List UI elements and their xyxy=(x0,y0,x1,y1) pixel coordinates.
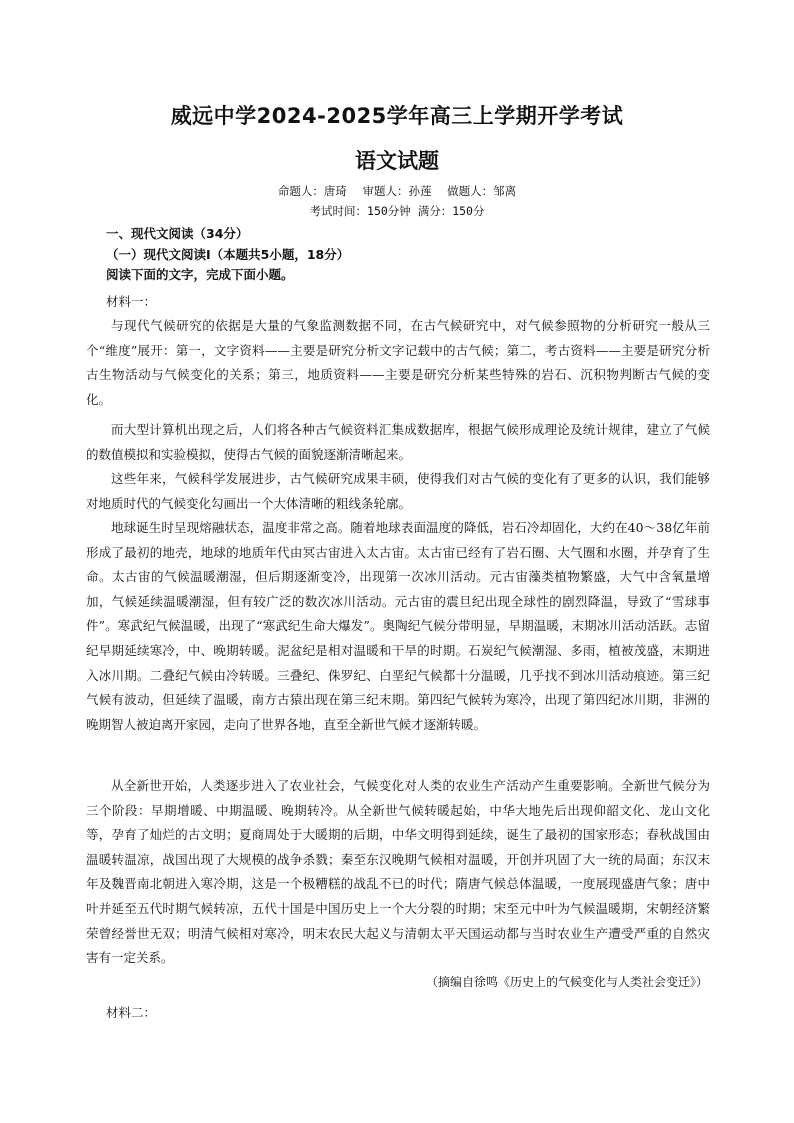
material-1-citation: （摘编自徐鸣《历史上的气候变化与人类社会变迁》） xyxy=(425,975,708,989)
section-heading: 一、现代文阅读（34分） xyxy=(106,226,249,241)
exam-subtitle: 语文试题 xyxy=(355,149,439,173)
section-subheading: （一）现代文阅读Ⅰ（本题共5小题，18分） xyxy=(106,247,350,262)
material-1-paragraph-2: 而大型计算机出现之后，人们将各种古气候资料汇集成数据库，根据气候形成理论及统计规律，建立了气候的数值模拟和实验模拟，使得古气候的面貌逐渐清晰起来。 xyxy=(86,422,710,462)
material-1-paragraph-5: 从全新世开始，人类逐步进入了农业社会，气候变化对人类的农业生产活动产生重要影响。全新世气候分为三个阶段：早期增暖、中期温暖、晚期转冷。从全新世气候转暖起始，中华大地先后出现仰韶文化、龙山文化等，孕育了灿烂的古文明；夏商周处于大暖期的后期，中华文明得到延续，诞生了最初的国家形态；春秋战国由温暖转温凉，战国出现了大规模的战争杀戮；秦至东汉晚期气候相对温暖，开创并巩固了大一统的局面；东汉末年及魏晋南北朝进入寒冷期，这是一个极糟糕的战乱不已的时代；隋唐气候总体温暖，一度展现盛唐气象；唐中叶并延至五代时期气候转凉，五代十国是中国历史上一个大分裂的时期；宋至元中叶为气候温暖期，宋朝经济繁荣曾经誉世无双；明清气候相对寒冷，明末农民大起义与清朝太平天国运动都与当时农业生产遭受严重的自然灾害有一定关系。 xyxy=(86,778,710,966)
material-1-paragraph-4: 地球诞生时呈现熔融状态，温度非常之高。随着地球表面温度的降低，岩石冷却固化，大约在40～38亿年前形成了最初的地壳，地球的地质年代由冥古宙进入太古宙。太古宙已经有了岩石圈、大气圈和水圈，并孕育了生命。太古宙的气候温暖潮湿，但后期逐渐变冷，出现第一次冰川活动。元古宙藻类植物繁盛，大气中含氧量增加，气候延续温暖潮湿，但有较广泛的数次冰川活动。元古宙的震旦纪出现全球性的剧烈降温，导致了“雪球事件”。寒武纪气候温暖，出现了“寒武纪生命大爆发”。奥陶纪气候分带明显，早期温暖，末期冰川活动活跃。志留纪早期延续寒冷，中、晚期转暖。泥盆纪是相对温暖和干旱的时期。石炭纪气候潮湿、多雨，植被茂盛，末期进入冰川期。二叠纪气候由冷转暖。三叠纪、侏罗纪、白垩纪气候都十分温暖，几乎找不到冰川活动痕迹。第三纪气候有波动，但延续了温暖，南方古猿出现在第三纪末期。第四纪气候转为寒冷，出现了第四纪冰川期，非洲的晚期智人被迫离开家园，走向了世界各地，直至全新世气候才逐渐转暖。 xyxy=(86,520,710,732)
section-instruction: 阅读下面的文字，完成下面小题。 xyxy=(106,267,294,282)
exam-authors: 命题人：唐琦 审题人：孙莲 做题人：邹离 xyxy=(277,184,517,198)
material-1-paragraph-1: 与现代气候研究的依据是大量的气象监测数据不同，在古气候研究中，对气候参照物的分析研究一般从三个“维度”展开：第一，文字资料——主要是研究分析文字记载中的古气候；第二，考古资料——主要是研究分析古生物活动与气候变化的关系；第三，地质资料——主要是研究分析某些特殊的岩石、沉积物判断古气候的变化。 xyxy=(86,318,710,407)
exam-title: 威远中学2024-2025学年高三上学期开学考试 xyxy=(170,104,624,128)
material-2-label: 材料二： xyxy=(106,1005,157,1020)
exam-time-score: 考试时间：150分钟 满分：150分 xyxy=(309,204,485,218)
material-1-label: 材料一： xyxy=(106,294,157,309)
material-1-paragraph-3: 这些年来，气候科学发展进步，古气候研究成果丰硕，使得我们对古气候的变化有了更多的认识，我们能够对地质时代的气候变化勾画出一个大体清晰的粗线条轮廓。 xyxy=(86,471,710,511)
